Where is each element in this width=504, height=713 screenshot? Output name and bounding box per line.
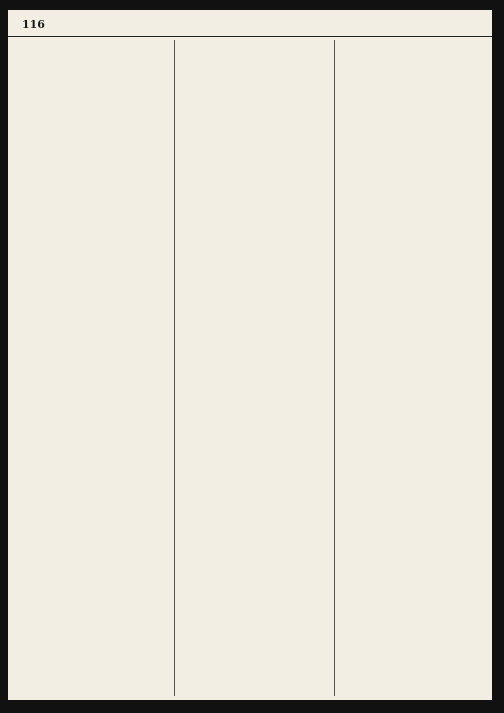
column-middle	[174, 40, 331, 696]
page-header	[8, 10, 492, 37]
column-left	[14, 40, 170, 696]
column-right	[334, 40, 491, 696]
document-page	[8, 10, 492, 700]
page-number: 116	[22, 18, 45, 31]
running-head	[128, 18, 428, 32]
